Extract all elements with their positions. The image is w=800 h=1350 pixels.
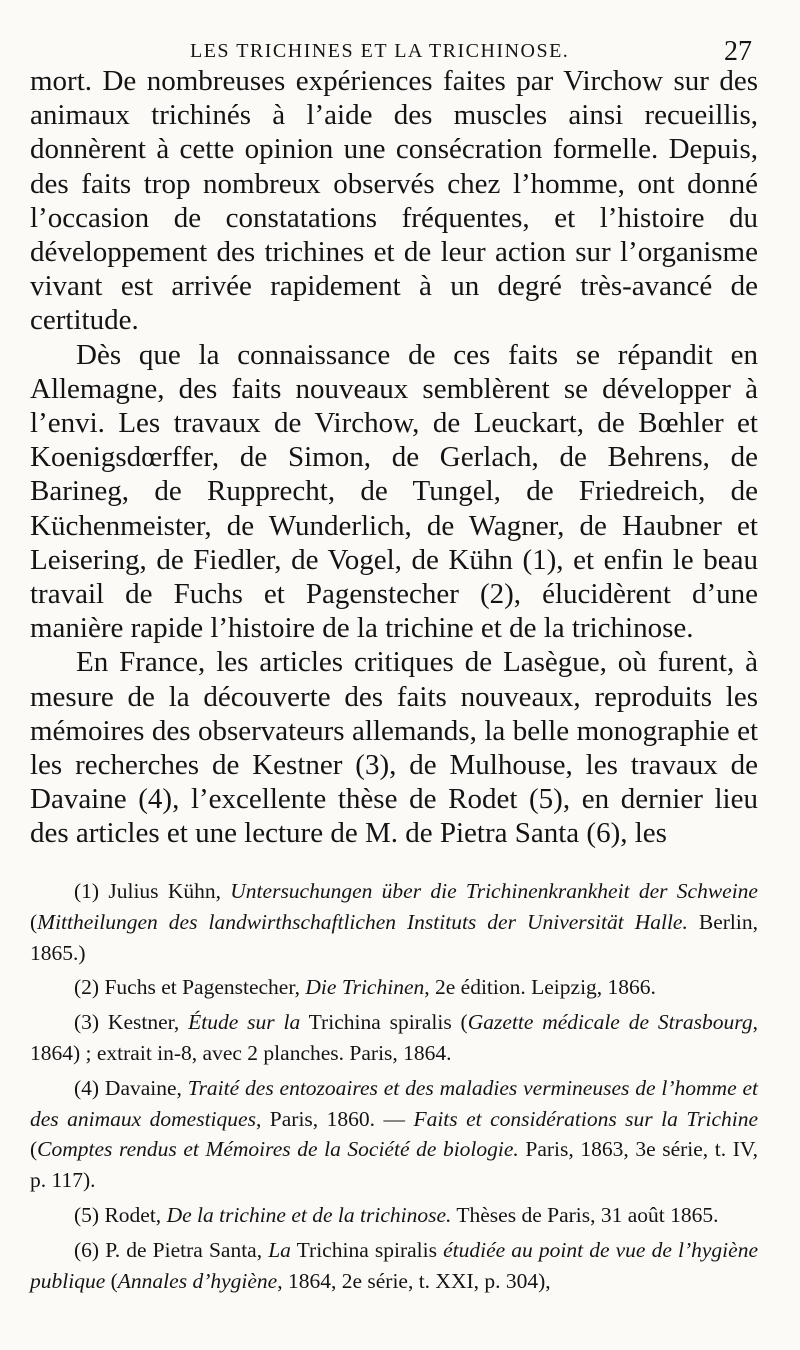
running-title: LES TRICHINES ET LA TRICHINOSE. bbox=[190, 40, 570, 62]
footnote bbox=[30, 1235, 758, 1297]
footnote-text-run: Rodet, bbox=[99, 1202, 167, 1227]
footnote-text-run: Thèses de Paris, 31 août 1865. bbox=[451, 1202, 719, 1227]
footnote-italic-run: La bbox=[268, 1237, 291, 1262]
footnote-text-run: Fuchs et Pagenstecher, bbox=[99, 975, 306, 1000]
footnote-text-run: Trichina spiralis ( bbox=[300, 1010, 468, 1035]
footnote-text-run: ( bbox=[30, 1137, 38, 1162]
footnote-italic-run: étudiée au point de vue de l’hygiène publique bbox=[30, 1237, 758, 1293]
footnote-text-run: Trichina spiralis bbox=[290, 1237, 444, 1262]
footnote-marker: (6) bbox=[74, 1237, 100, 1262]
footnote-marker: (3) bbox=[74, 1010, 100, 1035]
footnote-italic-run: De la trichine et de la trichinose. bbox=[166, 1202, 452, 1227]
body-text bbox=[30, 64, 758, 851]
footnote bbox=[30, 1007, 758, 1069]
footnote-text-run: , 1864) ; extrait in-8, avec 2 planches. Paris, 1864. bbox=[30, 1010, 758, 1065]
paragraph: Dès que la connaissance de ces faits se répandit en Allemagne, des faits nouveaux semblèrent se développer à l’envi. Les travaux de Virchow, de Leuckart, de Bœhler et Koenigsdœrffer, de Simon, de Gerlach, de Behrens, de Barineg, de Rupprecht, de Tungel, de Friedreich, de Küchenmeister, de Wunderlich, de Wagner, de Haubner et Leisering, de Fiedler, de Vogel, de Kühn (1), et enfin le beau travail de Fuchs et Pagenstecher (2), élucidèrent d’une manière rapide l’histoire de la trichine et de la trichinose. bbox=[30, 338, 758, 645]
footnote-marker: (4) bbox=[74, 1075, 100, 1100]
footnote-marker: (5) bbox=[74, 1202, 100, 1227]
footnote-text-run: , 1864, 2e série, t. XXI, p. 304), bbox=[277, 1268, 551, 1293]
footnote-italic-run: Die Trichinen bbox=[305, 975, 425, 1000]
footnote-italic-run: Traité des entozoaires et des maladies vermineuses de l’homme et des animaux domestiques bbox=[30, 1075, 758, 1131]
footnote-text-run: Julius Kühn, bbox=[99, 879, 231, 903]
footnote-text-run: Paris, 1863, 3e série, t. IV, p. 117). bbox=[30, 1137, 758, 1193]
footnote-italic-run: Étude sur la bbox=[188, 1010, 301, 1035]
footnote-text-run: ( bbox=[30, 909, 38, 934]
footnote-italic-run: Comptes rendus et Mémoires de la Société de biologie. bbox=[37, 1137, 519, 1162]
footnote-marker: (2) bbox=[74, 975, 100, 1000]
footnote-italic-run: Mittheilungen des landwirthschaftlichen Instituts der Universität Halle. bbox=[37, 909, 688, 934]
footnote bbox=[30, 876, 758, 968]
footnote-text-run: Davaine, bbox=[99, 1075, 188, 1100]
footnotes bbox=[30, 876, 758, 1300]
paragraph: En France, les articles critiques de Lasègue, où furent, à mesure de la découverte des faits nouveaux, reproduits les mémoires des observateurs allemands, la belle monographie et les recherches de Kestner (3), de Mulhouse, les travaux de Davaine (4), l’excellente thèse de Rodet (5), en dernier lieu des articles et une lecture de M. de Pietra Santa (6), les bbox=[30, 646, 758, 850]
footnote-text-run: Berlin, 1865.) bbox=[30, 909, 758, 965]
footnote bbox=[30, 972, 758, 1003]
footnote bbox=[30, 1073, 758, 1196]
footnote-text-run: P. de Pietra Santa, bbox=[99, 1237, 269, 1262]
footnote-text-run: ( bbox=[105, 1268, 118, 1293]
footnote-italic-run: Faits et considérations sur la Trichine bbox=[413, 1106, 759, 1131]
footnote-text-run: , 2e édition. Leipzig, 1866. bbox=[424, 975, 656, 1000]
footnote-text-run: Kestner, bbox=[99, 1010, 189, 1035]
footnote bbox=[30, 1200, 758, 1231]
footnote-italic-run: Annales d’hygiène bbox=[117, 1268, 278, 1293]
footnote-text-run: , Paris, 1860. — bbox=[255, 1106, 414, 1131]
page-number: 27 bbox=[724, 36, 752, 67]
paragraph: mort. De nombreuses expériences faites par Virchow sur des animaux trichinés à l’aide des muscles ainsi recueillis, donnèrent à cette opinion une consécration formelle. Depuis, des faits trop nombreux observés chez l’homme, ont donné l’occasion de constatations fréquentes, et l’histoire du développement des trichines et de leur action sur l’organisme vivant est arrivée rapidement à un degré très-avancé de certitude. bbox=[30, 65, 758, 337]
footnote-italic-run: Untersuchungen über die Trichinenkrankheit der Schweine bbox=[230, 879, 758, 903]
footnote-italic-run: Gazette médicale de Strasbourg bbox=[467, 1010, 753, 1035]
footnote-marker: (1) bbox=[74, 879, 100, 903]
